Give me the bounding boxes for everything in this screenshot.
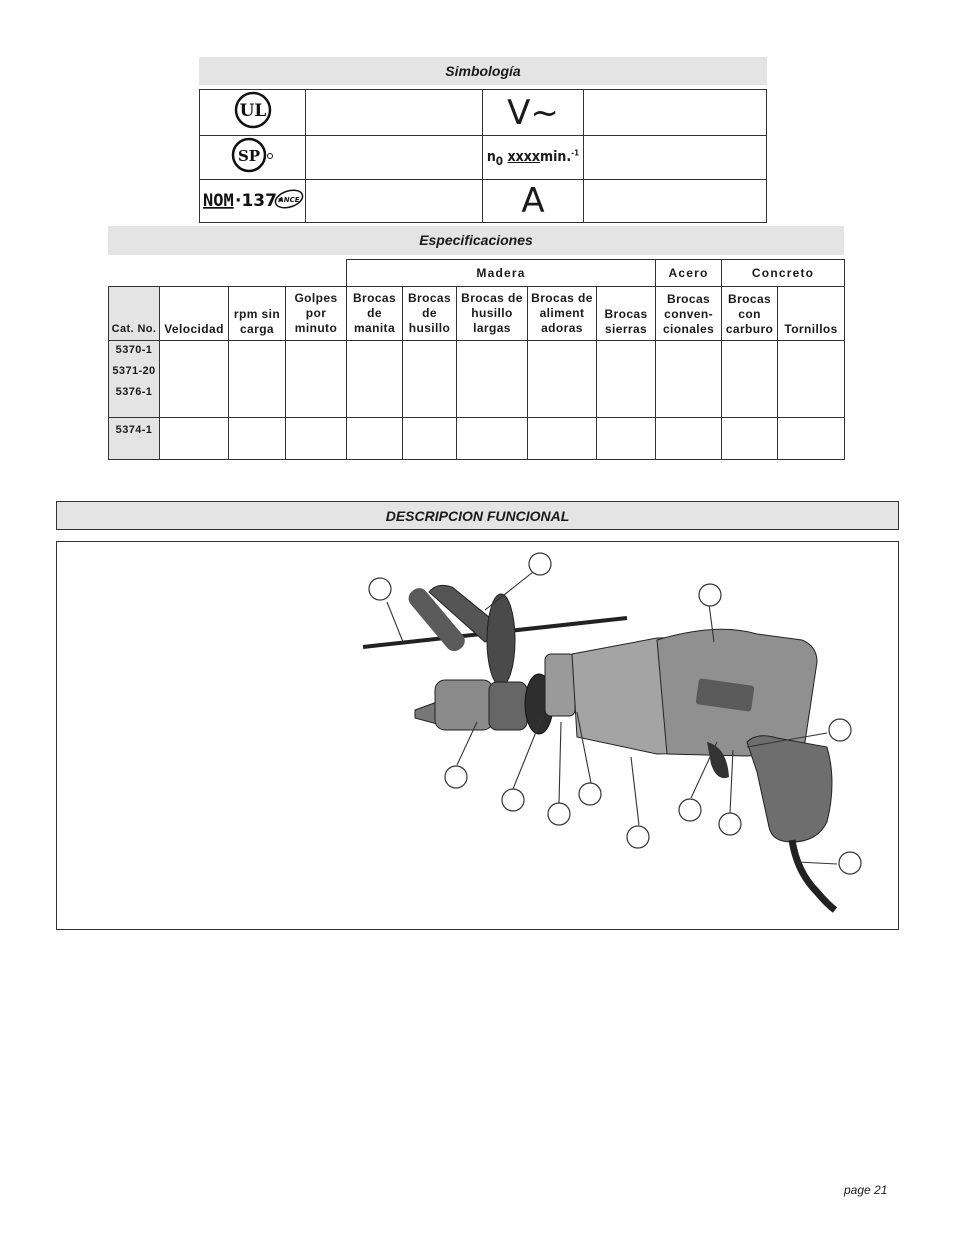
- especificaciones-title: Especificaciones: [108, 226, 844, 255]
- col-brocas-sierras: Brocas sierras: [597, 287, 656, 341]
- svg-text:·137·: ·137·: [234, 190, 283, 211]
- catalog-number: 5371-20: [112, 365, 156, 377]
- group-madera: Madera: [347, 260, 656, 287]
- svg-text:NOM: NOM: [202, 190, 234, 211]
- no-load-speed-symbol: $n_0$ xxxxmin.$^{-1}$: [483, 136, 584, 180]
- catalog-group-1: [109, 341, 160, 418]
- callout-circle: [369, 578, 391, 600]
- callout-circle: [719, 813, 741, 835]
- ul-logo: [200, 90, 306, 136]
- amp-symbol: A: [483, 180, 584, 223]
- svg-text:UL: UL: [239, 101, 266, 121]
- col-cat-no: Cat. No.: [109, 287, 160, 341]
- col-brocas-husillo: Brocas de husillo: [403, 287, 457, 341]
- amp-description: [584, 180, 767, 223]
- simbologia-title: Simbología: [199, 57, 767, 85]
- group-concreto: Concreto: [722, 260, 845, 287]
- ul-description: [306, 90, 483, 136]
- callout-circle: [502, 789, 524, 811]
- simbologia-table: [199, 89, 767, 223]
- callout-circle: [699, 584, 721, 606]
- catalog-number: 5370-1: [115, 344, 153, 356]
- csa-description: [306, 136, 483, 180]
- col-brocas-husillo-largas: Brocas de husillo largas: [457, 287, 528, 341]
- callout-circle: [829, 719, 851, 741]
- col-brocas-manita: Brocas de manita: [347, 287, 403, 341]
- callout-circle: [839, 852, 861, 874]
- csa-logo: [200, 136, 306, 180]
- col-rpm: rpm sin carga: [229, 287, 286, 341]
- col-golpes: Golpes por minuto: [286, 287, 347, 341]
- col-tornillos: Tornillos: [778, 287, 845, 341]
- callout-circle: [548, 803, 570, 825]
- volt-description: [584, 90, 767, 136]
- callout-circle: [579, 783, 601, 805]
- col-brocas-carburo: Brocas con carburo: [722, 287, 778, 341]
- callout-circle: [679, 799, 701, 821]
- nom-ance-logo: [200, 180, 306, 223]
- callout-circle: [445, 766, 467, 788]
- descripcion-title: DESCRIPCION FUNCIONAL: [56, 501, 899, 530]
- col-brocas-convencionales: Brocas conven- cionales: [656, 287, 722, 341]
- drill-illustration: [57, 542, 898, 929]
- catalog-number: 5374-1: [115, 424, 153, 436]
- svg-text:SP: SP: [237, 147, 260, 165]
- svg-text:ANCE: ANCE: [277, 195, 300, 204]
- col-brocas-alimentadoras: Brocas de aliment adoras: [528, 287, 597, 341]
- drill-diagram-box: [56, 541, 899, 930]
- page-number: page 21: [844, 1183, 888, 1197]
- no-load-speed-description: [584, 136, 767, 180]
- callout-circle: [627, 826, 649, 848]
- catalog-number: 5376-1: [115, 386, 153, 398]
- callout-circle: [529, 553, 551, 575]
- group-acero: Acero: [656, 260, 722, 287]
- specifications-table: [108, 259, 845, 460]
- catalog-group-2: [109, 418, 160, 460]
- volt-symbol: V~: [483, 90, 584, 136]
- col-velocidad: Velocidad: [160, 287, 229, 341]
- nom-description: [306, 180, 483, 223]
